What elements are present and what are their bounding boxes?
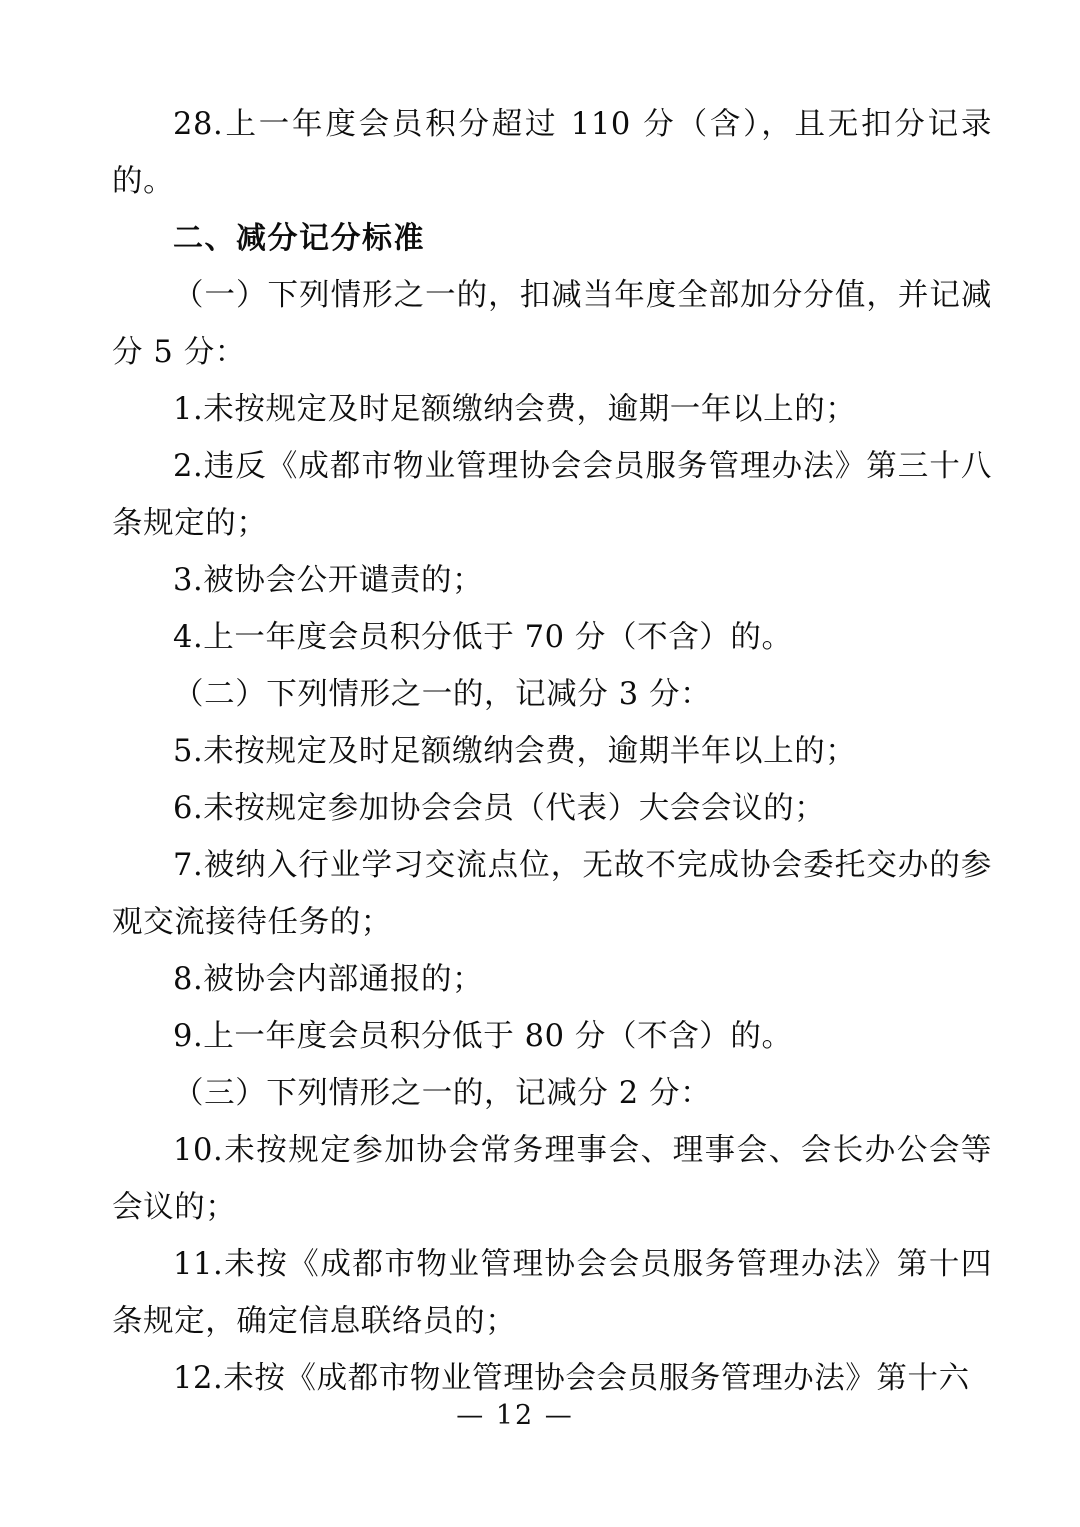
paragraph-item-4: 4.上一年度会员积分低于 70 分（不含）的。 — [173, 620, 793, 655]
paragraph-item-11: 11.未按《成都市物业管理协会会员服务管理办法》第十四条规定，确定信息联络员的； — [112, 1247, 992, 1339]
paragraph-item-7: 7.被纳入行业学习交流点位，无故不完成协会委托交办的参观交流接待任务的； — [112, 848, 992, 940]
paragraph-item-10: 10.未按规定参加协会常务理事会、理事会、会长办公会等会议的； — [112, 1133, 992, 1225]
paragraph-item-9: 9.上一年度会员积分低于 80 分（不含）的。 — [173, 1019, 793, 1054]
paragraph-item-6: 6.未按规定参加协会会员（代表）大会会议的； — [173, 791, 826, 826]
section-heading: 二、减分记分标准 — [173, 221, 425, 256]
page-number: — 12 — — [456, 1400, 574, 1431]
paragraph-subsection-2: （二）下列情形之一的，记减分 3 分： — [173, 677, 712, 712]
paragraph-item-12: 12.未按《成都市物业管理协会会员服务管理办法》第十六 — [173, 1361, 970, 1396]
paragraph-item-1: 1.未按规定及时足额缴纳会费，逾期一年以上的； — [173, 392, 857, 427]
paragraph-item-8: 8.被协会内部通报的； — [173, 962, 484, 997]
page-footer — [0, 1400, 1080, 1431]
paragraph-subsection-1: （一）下列情形之一的，扣减当年度全部加分分值，并记减分 5 分： — [112, 278, 992, 370]
paragraph-item-5: 5.未按规定及时足额缴纳会费，逾期半年以上的； — [173, 734, 857, 769]
paragraph-subsection-3: （三）下列情形之一的，记减分 2 分： — [173, 1076, 712, 1111]
paragraph-item-2: 2.违反《成都市物业管理协会会员服务管理办法》第三十八条规定的； — [112, 449, 992, 541]
paragraph-item-3: 3.被协会公开谴责的； — [173, 563, 484, 598]
paragraph-item-28: 28.上一年度会员积分超过 110 分（含），且无扣分记录的。 — [112, 107, 992, 199]
document-body — [112, 96, 992, 1407]
